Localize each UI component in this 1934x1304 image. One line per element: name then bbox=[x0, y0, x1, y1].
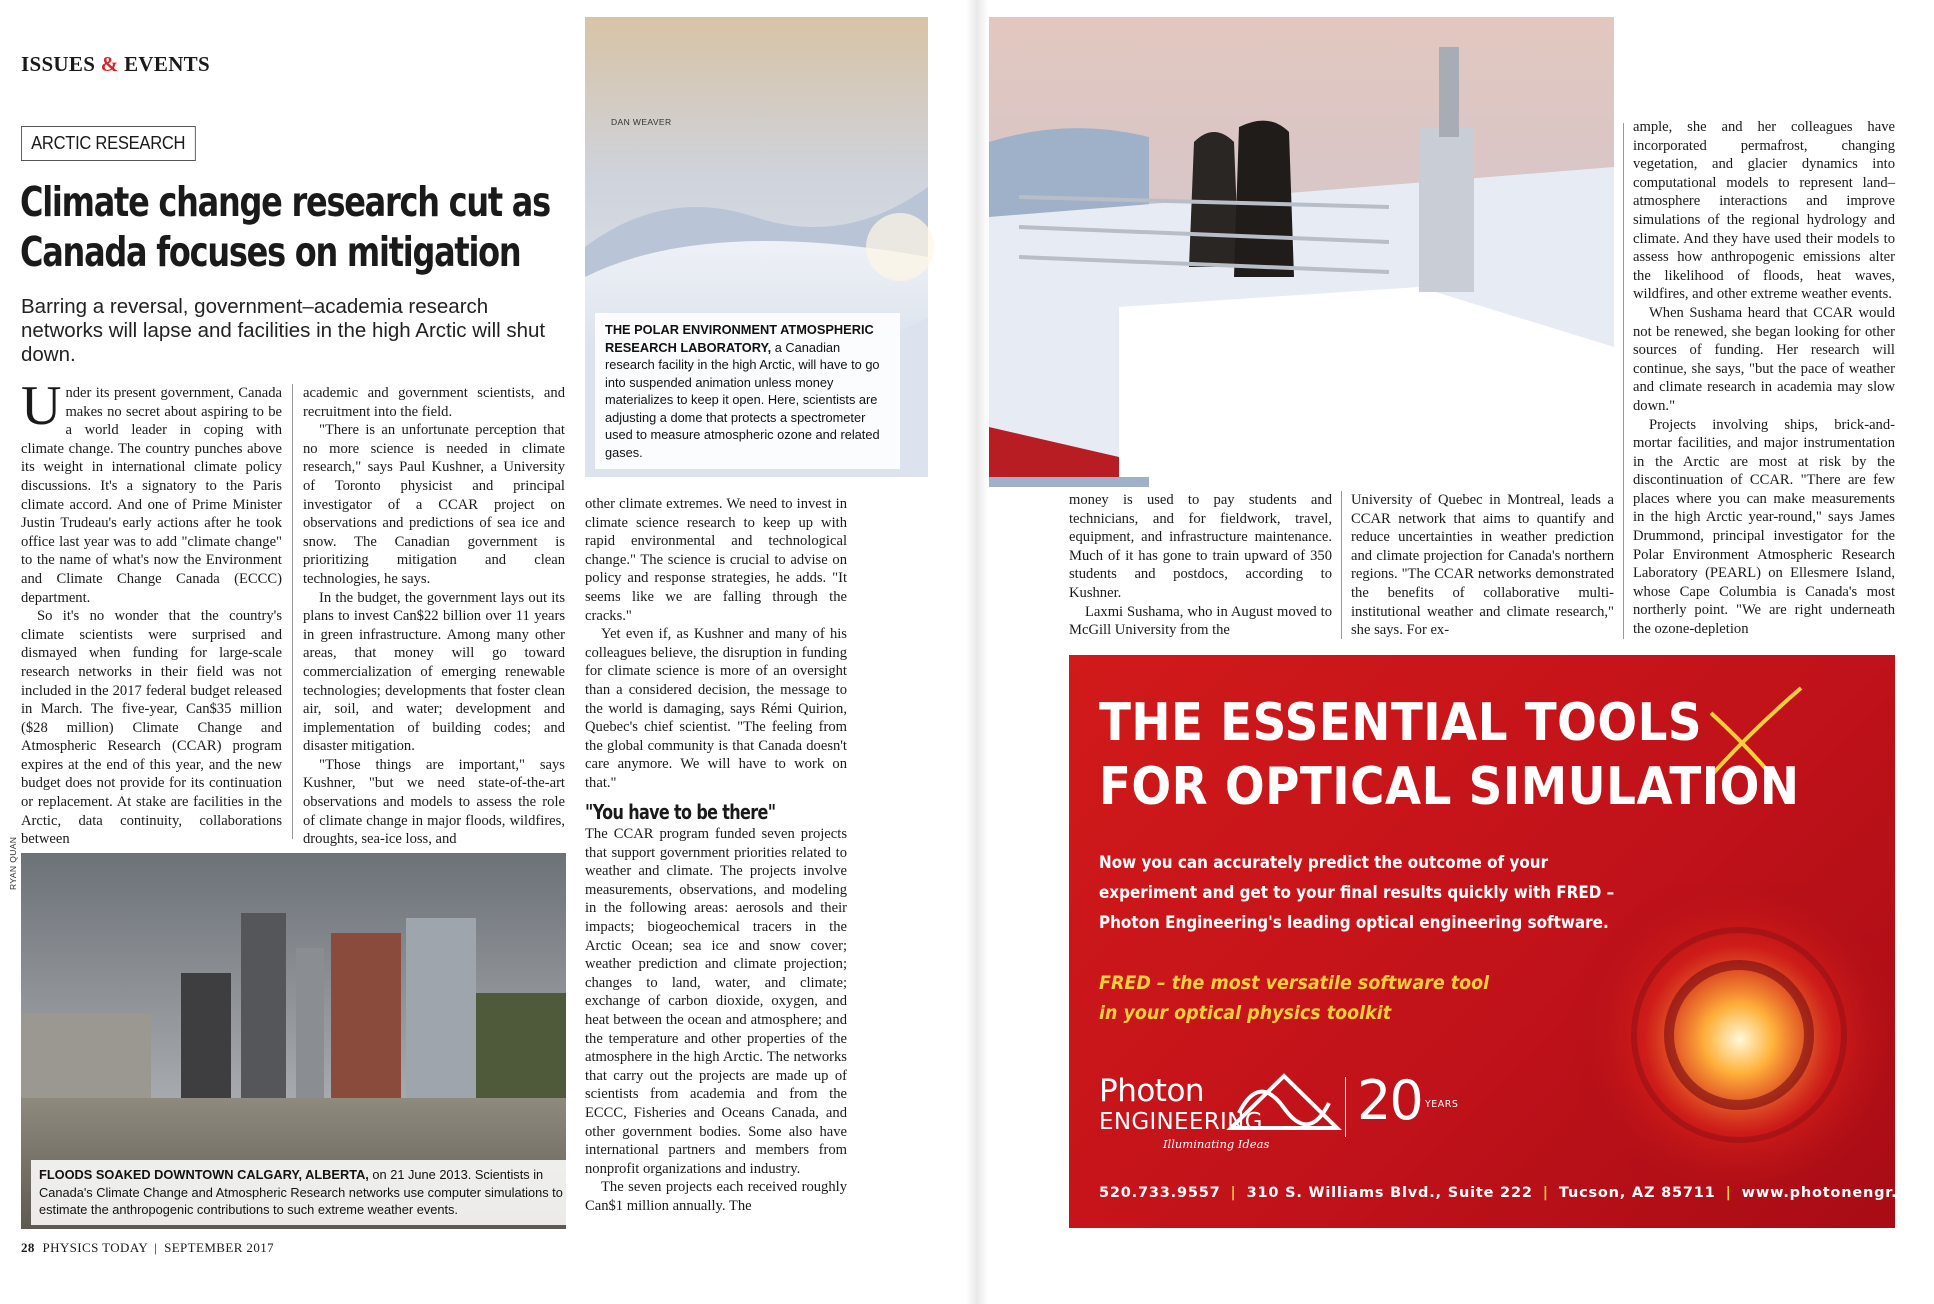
photon-engineering-logo bbox=[1099, 1069, 1479, 1153]
paragraph: The CCAR program funded seven projects that support government priorities related to weather and climate. The projects involve measurements, observations, and modeling in the following areas: aerosols and their impacts; biogeochemical tracers in the Arctic Ocean; sea ice and snow cover; weather prediction and climate projection; changes to land, water, and climate; exchange of carbon dioxide, oxygen, and heat between the ocean and atmosphere; and the temperature and other properties of the atmosphere in the high Arctic. The networks that carry out the projects are made up of scientists from academia and from the ECCC, Fisheries and Oceans Canada, and other government bodies. Some also have international partners and members from nonprofit organizations and industry. bbox=[585, 826, 847, 1177]
ad-slogan-line: FRED – the most versatile software tool bbox=[1099, 972, 1490, 994]
brand-name: Photon bbox=[1099, 1073, 1205, 1109]
station-photo bbox=[989, 17, 1614, 477]
anniversary-word: YEARS bbox=[1425, 1099, 1459, 1110]
section-amp: & bbox=[100, 52, 119, 76]
ad-body-line: experiment and get to your final results quickly with FRED – bbox=[1099, 883, 1615, 902]
section-label: ISSUES bbox=[21, 52, 96, 76]
city-address: Tucson, AZ 85711 bbox=[1558, 1185, 1716, 1201]
page-number: 28 bbox=[21, 1240, 35, 1255]
headline: Climate change research cut as Canada focuses on mitigation bbox=[20, 178, 550, 276]
ad-body-line: Photon Engineering's leading optical engineering software. bbox=[1099, 913, 1609, 932]
ad-title-line-1: THE ESSENTIAL TOOLS bbox=[1099, 693, 1703, 753]
caption-text: a Canadian research facility in the high Arctic, will have to go into suspended animation unless money materializes to keep it open. Here, scientists are adjusting a dome that protects a spectrometer used to measure atmospheric ozone and related gases. bbox=[605, 339, 880, 460]
paragraph: So it's no wonder that the country's climate scientists were surprised and dismayed when funding for large-scale research networks in their field was not included in the 2017 federal budget released in March. The five-year, Can$35 million ($28 million) Climate Change and Atmospheric Research (CCAR) program expires at the end of this year, and the new budget does not provide for its continuation or replacement. At stake are facilities in the Arctic, data continuity, collaborations between bbox=[21, 608, 282, 848]
magazine-name: PHYSICS TODAY bbox=[42, 1240, 148, 1255]
paragraph: money is used to pay students and technicians, and for fieldwork, travel, equipment, and infrastructure maintenance. Much of it has gone to train upward of 350 students and postdocs, according to Kushner. bbox=[1069, 492, 1332, 601]
issue-date: SEPTEMBER 2017 bbox=[164, 1240, 275, 1255]
section-header bbox=[21, 52, 210, 77]
column-3 bbox=[585, 495, 847, 1216]
drop-cap: U bbox=[21, 375, 62, 437]
paragraph: Laxmi Sushama, who in August moved to McGill University from the bbox=[1069, 603, 1332, 639]
page-gutter bbox=[966, 0, 988, 1304]
phone-number: 520.733.9557 bbox=[1099, 1185, 1221, 1201]
brand-divider bbox=[1345, 1077, 1346, 1137]
arctic-station-image bbox=[989, 17, 1614, 477]
website-link[interactable]: www.photonengr.com bbox=[1741, 1185, 1934, 1201]
column-1 bbox=[21, 375, 282, 849]
ad-slogan-line: in your optical physics toolkit bbox=[1099, 1002, 1392, 1024]
deck: Barring a reversal, government–academia research networks will lapse and facilities in the high Arctic will shut down. bbox=[21, 295, 546, 366]
paragraph: Under its present government, Canada makes no secret about aspiring to be a world leader in coping with climate change. The country punches above its weight in international climate policy discussions. It's a signatory to the Paris climate accord. And one of Prime Minister Justin Trudeau's early actions after he took office last year was to add "climate change" to the name of what's now the Environment and Climate Change Canada (ECCC) department. bbox=[21, 375, 282, 606]
column-rule bbox=[292, 384, 293, 839]
paragraph: The seven projects each received roughly Can$1 million annually. The bbox=[585, 1179, 847, 1214]
brand-subname: ENGINEERING bbox=[1099, 1109, 1263, 1135]
paragraph: "There is an unfortunate perception that no more science is needed in climate research," says Paul Kushner, a University of Toronto physicist and principal investigator of a CCAR project on observations and predictions of sea ice and snow. The Canadian government is prioritizing mitigation and clean technologies, he says. bbox=[303, 422, 565, 587]
paragraph: Projects involving ships, brick-and-mortar facilities, and major instrumentation in the Arctic are most at risk by the discontinuation of CCAR. "There are few places where you can make measurements in the high Arctic year-round," says James Drummond, principal investigator for the Polar Environment Atmospheric Research Laboratory (PEARL) on Ellesmere Island, whose Cape Columbia is Canada's most northerly point. "We are right underneath the ozone-depletion bbox=[1633, 416, 1895, 638]
paragraph: University of Quebec in Montreal, leads a CCAR network that aims to quantify and reduce uncertainties in weather prediction and climate projection for Canada's northern regions. "The CCAR networks demonstrated the benefits of collaborative multi-institutional weather and climate research," she says. For ex- bbox=[1351, 492, 1614, 639]
ad-body-line: Now you can accurately predict the outcome of your bbox=[1099, 853, 1549, 872]
caption-lead: THE POLAR ENVIRONMENT ATMOSPHERIC RESEARCH LABORATORY, bbox=[605, 322, 874, 355]
column-rule bbox=[1341, 491, 1342, 639]
paragraph: other climate extremes. We need to invest in climate science research to keep up with rapid environmental and technological change." The science is crucial to advise on policy and response strategies, he adds. "It seems like we are falling through the cracks." bbox=[585, 496, 847, 624]
column-6 bbox=[1633, 118, 1895, 639]
ad-title-line-2: FOR OPTICAL SIMULATION bbox=[1099, 757, 1800, 817]
column-4 bbox=[1069, 491, 1332, 640]
paragraph: "Those things are important," says Kushner, "but we need state-of-the-art observations and models to assess the role of climate change in major floods, wildfires, droughts, sea-ice loss, and bbox=[303, 756, 565, 848]
anniversary-number: 20 bbox=[1357, 1069, 1422, 1132]
subhead: "You have to be there" bbox=[585, 799, 776, 824]
street-address: 310 S. Williams Blvd., Suite 222 bbox=[1246, 1185, 1533, 1201]
paragraph: academic and government scientists, and recruitment into the field. bbox=[303, 385, 565, 420]
page-footer bbox=[21, 1240, 274, 1256]
column-rule bbox=[1623, 123, 1624, 639]
column-5 bbox=[1351, 491, 1614, 640]
photo-credit: DAN WEAVER bbox=[611, 117, 672, 127]
caption-lead: FLOODS SOAKED DOWNTOWN CALGARY, ALBERTA, bbox=[39, 1167, 369, 1182]
paragraph: ample, she and her colleagues have incorporated permafrost, changing vegetation, and glacier dynamics into computational models to represent land–atmosphere interactions and improve simulations of the regional hydrology and climate. And they have used their models to assess how anthropogenic emissions alter the likelihood of floods, heat waves, wildfires, and other extreme weather events. bbox=[1633, 119, 1895, 303]
paragraph: When Sushama heard that CCAR would not be renewed, she began looking for other sources of funding. Her research will continue, she says, "but the pace of weather and climate research in academia may slow down." bbox=[1633, 304, 1895, 414]
topic-tag: ARCTIC RESEARCH bbox=[21, 126, 195, 161]
photon-engineering-ad[interactable] bbox=[1069, 655, 1934, 1228]
waveform-logo-icon bbox=[1229, 1073, 1339, 1133]
section-label-2: EVENTS bbox=[124, 52, 210, 76]
brand-tagline: Illuminating Ideas bbox=[1163, 1137, 1270, 1151]
ad-contact-line: 520.733.9557 | 310 S. Williams Blvd., Suite 222 | Tucson, AZ 85711 | www.photonengr.com bbox=[1099, 1185, 1934, 1201]
paragraph: In the budget, the government lays out its plans to invest Can$22 billion over 11 years in green infrastructure. Among many other areas, that money will go toward commercialization of emerging renewable technologies; developments that foster clean air, soil, and water; development and implementation of building codes; and disaster mitigation. bbox=[303, 589, 565, 755]
footer-separator: | bbox=[154, 1240, 158, 1255]
arctic-caption bbox=[595, 313, 900, 469]
paragraph: Yet even if, as Kushner and many of his colleagues believe, the disruption in funding for climate science is more of an oversight than a considered decision, the message to the world is damaging, says Rémi Quirion, Quebec's chief scientist. "The feeling from the global community is that Canada doesn't care anymore. We will have to work on that." bbox=[585, 626, 847, 791]
photo-credit: RYAN QUAN bbox=[8, 836, 18, 890]
flood-caption bbox=[31, 1160, 572, 1225]
caption-text: on 21 June 2013. Scientists in Canada's Climate Change and Atmospheric Research networks use computer simulations to estimate the anthropogenic contributions to such extreme weather events. bbox=[39, 1167, 563, 1217]
column-2 bbox=[303, 384, 565, 849]
